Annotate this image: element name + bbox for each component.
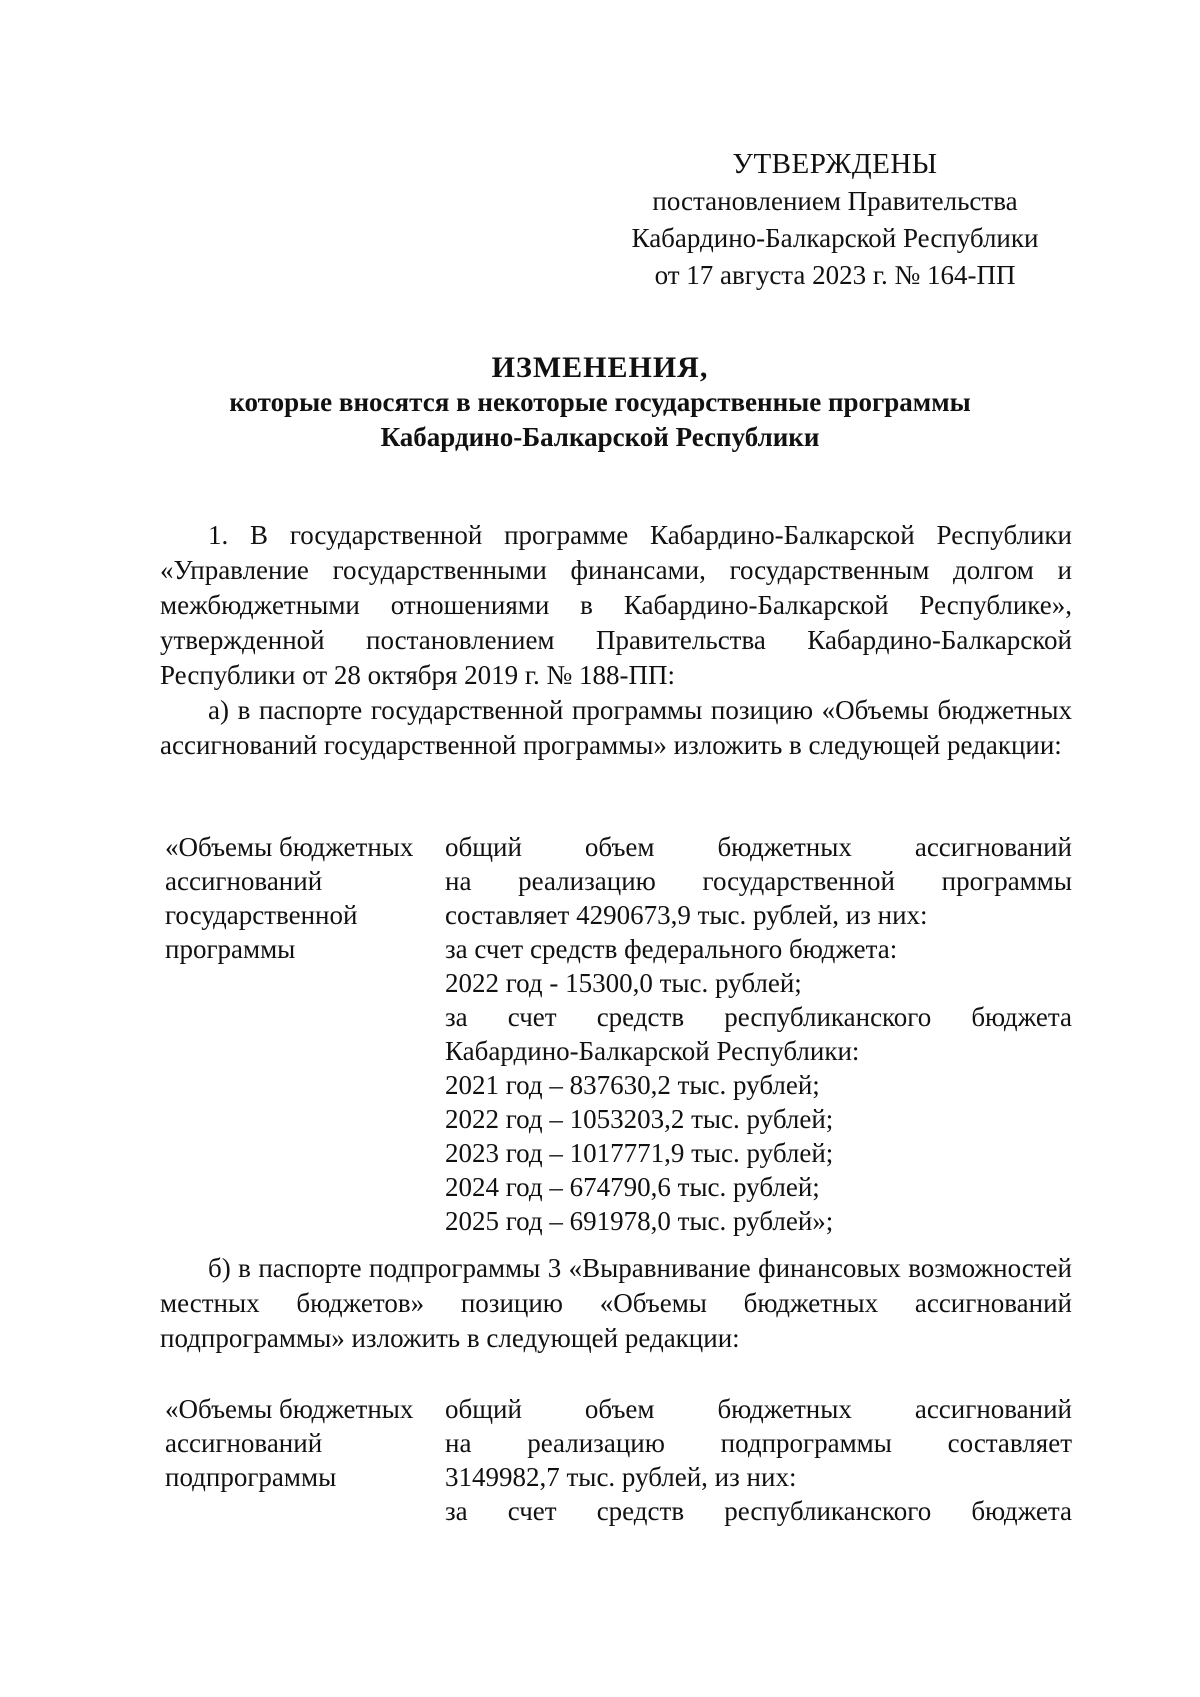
spec-value-line: за счет средств республиканского бюджета bbox=[445, 1496, 1072, 1526]
spec-value-column bbox=[445, 1392, 1072, 1528]
spec-label-column bbox=[165, 830, 430, 966]
spec-value-line: 3149982,7 тыс. рублей, из них: bbox=[445, 1462, 797, 1492]
spec-value-line: составляет 4290673,9 тыс. рублей, из них: bbox=[445, 900, 928, 930]
paragraph-b: б) в паспорте подпрограммы 3 «Выравнивание финансовых возможностей местных бюджетов» позицию «Объемы бюджетных ассигнований подпрограммы» изложить в следующей редакции: bbox=[160, 1253, 1072, 1353]
spec-value-line: 2023 год – 1017771,9 тыс. рублей; bbox=[445, 1138, 834, 1168]
approval-title: УТВЕРЖДЕНЫ bbox=[732, 148, 938, 180]
spec-label-line: «Объемы бюджетных bbox=[165, 1394, 414, 1424]
spec-value-line: 2024 год – 674790,6 тыс. рублей; bbox=[445, 1172, 820, 1202]
approval-stamp bbox=[600, 146, 1070, 294]
approval-line-2: Кабардино-Балкарской Республики bbox=[631, 223, 1039, 253]
spec-value-line: 2022 год – 1053203,2 тыс. рублей; bbox=[445, 1104, 834, 1134]
spec-value-line: общий объем бюджетных ассигнований bbox=[445, 1394, 1072, 1424]
spec-label-line: программы bbox=[165, 934, 296, 964]
approval-line-1: постановлением Правительства bbox=[652, 186, 1018, 216]
spec-label-column bbox=[165, 1392, 430, 1494]
spec-value-line: общий объем бюджетных ассигнований bbox=[445, 832, 1072, 862]
spec-value-line: Кабардино-Балкарской Республики: bbox=[445, 1036, 860, 1066]
document-subtitle-line-1: которые вносятся в некоторые государственные программы bbox=[229, 387, 971, 417]
spec-label-line: государственной bbox=[165, 900, 358, 930]
document-heading bbox=[140, 350, 1060, 455]
paragraph-1: 1. В государственной программе Кабардино-Балкарской Республики «Управление государственными финансами, государственным долгом и межбюджетными отношениями в Кабардино-Балкарской Республике», утвержденной постановлением Правительства Кабардино-Балкарской Республики от 28 октября 2019 г. № 188-ПП: bbox=[160, 520, 1072, 690]
spec-label-line: «Объемы бюджетных bbox=[165, 832, 414, 862]
spec-value-line: за счет средств федерального бюджета: bbox=[445, 934, 898, 964]
spec-value-line: за счет средств республиканского бюджета bbox=[445, 1002, 1072, 1032]
spec-label-line: ассигнований bbox=[165, 866, 323, 896]
spec-value-line: 2025 год – 691978,0 тыс. рублей»; bbox=[445, 1206, 834, 1236]
paragraph-a: а) в паспорте государственной программы позицию «Объемы бюджетных ассигнований государственной программы» изложить в следующей редакции: bbox=[160, 695, 1072, 760]
document-title: ИЗМЕНЕНИЯ, bbox=[491, 351, 709, 384]
approval-line-3: от 17 августа 2023 г. № 164-ПП bbox=[654, 260, 1016, 290]
spec-label-line: подпрограммы bbox=[165, 1462, 337, 1492]
spec-value-column bbox=[445, 830, 1072, 1238]
spec-value-line: на реализацию государственной программы bbox=[445, 866, 1072, 896]
spec-value-line: 2021 год – 837630,2 тыс. рублей; bbox=[445, 1070, 820, 1100]
spec-value-line: на реализацию подпрограммы составляет bbox=[445, 1428, 1072, 1458]
document-subtitle-line-2: Кабардино-Балкарской Республики bbox=[380, 422, 820, 452]
spec-value-line: 2022 год - 15300,0 тыс. рублей; bbox=[445, 968, 802, 998]
spec-label-line: ассигнований bbox=[165, 1428, 323, 1458]
